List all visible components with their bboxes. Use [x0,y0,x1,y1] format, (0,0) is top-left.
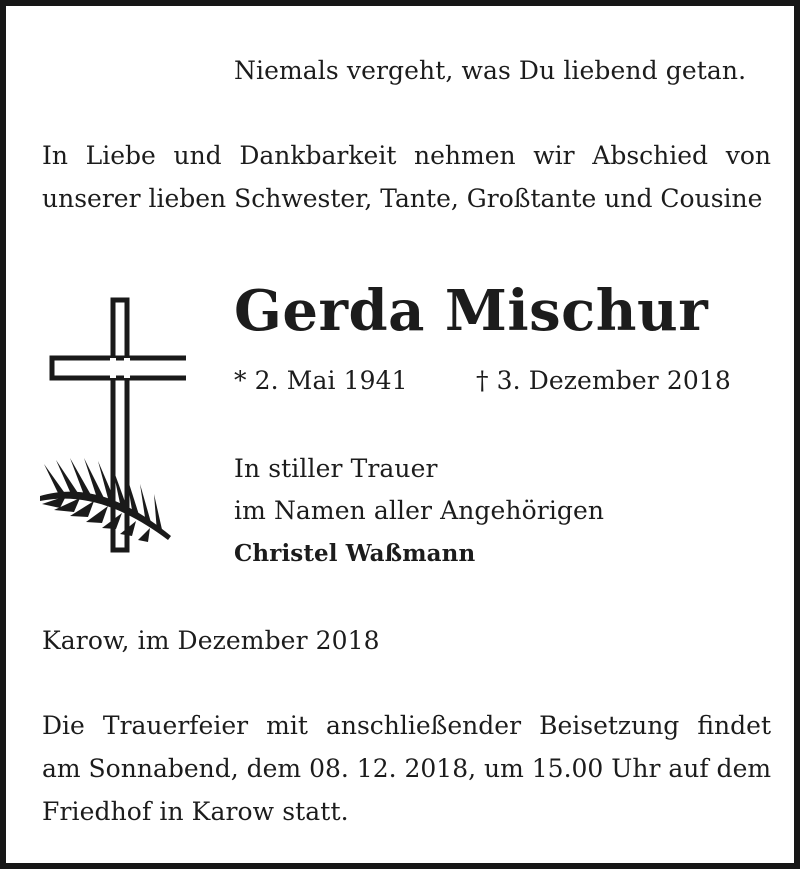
funeral-text-2 [42,754,771,783]
mourners-line-2: im Namen aller Angehörigen [234,496,605,525]
intro-text-2 [42,184,762,213]
funeral-line-1: Die Trauerfeier mit anschließender Beisetzung findet [42,711,771,740]
deceased-name: Gerda Mischur [234,278,709,344]
death-date: † 3. Dezember 2018 [476,366,731,395]
mourner-name: Christel Waßmann [234,540,476,567]
intro-line-1: In Liebe und Dankbarkeit nehmen wir Abschied von [42,141,771,170]
cross-icon [36,296,186,556]
intro-line-2: unserer lieben Schwester, Tante, Großtante und Cousine [42,184,763,213]
birth-date: * 2. Mai 1941 [234,366,408,395]
intro-text [42,141,771,170]
place-date: Karow, im Dezember 2018 [42,626,380,655]
funeral-line-2: am Sonnabend, dem 08. 12. 2018, um 15.00 Uhr auf dem [42,754,772,783]
palm-branch-icon [40,458,171,542]
motto: Niemals vergeht, was Du liebend getan. [234,56,747,85]
funeral-text-1 [42,711,771,740]
funeral-line-3: Friedhof in Karow statt. [42,797,349,826]
mourners-line-1: In stiller Trauer [234,454,438,483]
